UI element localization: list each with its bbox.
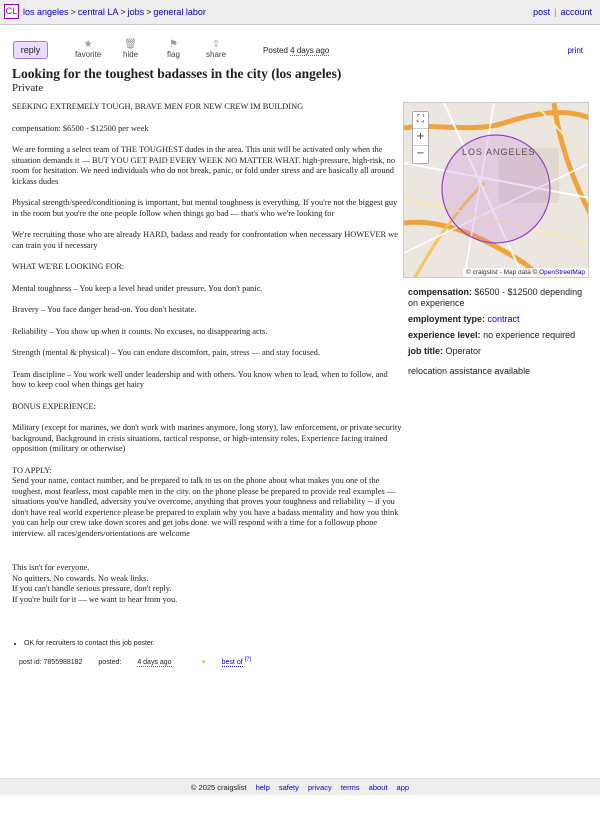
map-tiles [404, 103, 589, 278]
employment-type-value[interactable]: contract [487, 314, 520, 324]
flag-button[interactable] [167, 39, 180, 59]
posted-prefix: Posted [263, 46, 288, 55]
favorite-label: favorite [75, 50, 102, 59]
job-title-label: job title: [408, 346, 443, 356]
best-of-help[interactable]: [?] [244, 657, 252, 663]
employment-type-label: employment type: [408, 314, 486, 324]
account-link[interactable]: account [560, 7, 592, 17]
map-attribution [463, 268, 588, 277]
star-icon: ★ [83, 39, 93, 50]
posting-paragraph: Bravery – You face danger head-on. You don't hesitate. [12, 305, 197, 314]
attribution-text: © craigslist - Map data © [465, 269, 538, 276]
craigslist-logo[interactable]: CL [4, 4, 19, 19]
flag-icon: ⚑ [168, 39, 178, 50]
breadcrumb-los-angeles[interactable]: los angeles [23, 7, 69, 17]
link-divider: | [554, 7, 557, 17]
posting-paragraph: Reliability – You show up when it counts. No excuses, no disappearing acts. [12, 326, 268, 336]
employment-type-attribute [408, 314, 593, 325]
posting-paragraph: Team discipline – You work well under leadership and with others. You know when to lead, when to follow, and how to keep cool when things get hairy [12, 369, 388, 389]
posting-paragraph: We're recruiting those who are already HARD, badass and ready for confrontation when necessary HOWEVER we can train you if necessary [12, 230, 398, 250]
compensation-value: $6500 - $12500 depending on experience [408, 287, 583, 308]
post-info [19, 657, 265, 666]
breadcrumb-central-la[interactable]: central LA [77, 7, 119, 17]
posting-title: Looking for the toughest badasses in the city (los angeles) [12, 66, 342, 81]
account-links [533, 7, 592, 17]
heart-icon: ♥ [201, 659, 206, 667]
fullscreen-button[interactable]: ⛶ [413, 112, 428, 129]
relocation-note: relocation assistance available [408, 366, 531, 376]
compensation-attribute [408, 287, 593, 309]
posting-paragraph: We are forming a select team of THE TOUGHEST dudes in the area. This unit will be activated only when the situation demands it — BUT YOU GET PAID EVERY WEEK NO MATTER WHAT. high-pressure, high-risk, no room for hesitation. We need individuals who do not break, panic, or fold under stress and are basically all around kickass dudes [12, 145, 396, 186]
post-date [98, 659, 185, 666]
breadcrumb-general-labor[interactable]: general labor [153, 7, 206, 17]
posting-paragraph: TO APPLY: Send your name, contact number, and be prepared to talk to us on the phone about what makes you one of the toughest, most fearless, most capable men in the city. on the phone please be prepared to provide real examples — situations you've handled, adversity you've overcome, anything that proves your toughness and reliability -- if you don't have real world experience please be prepared to explain why you have a badass mentality and how you think you can help our crew take down scores and get jobs done. we will respond with a time for a followup phone interview. all races/genders/orientations are welcome [12, 465, 399, 538]
posting-actions [0, 38, 600, 64]
zoom-in-button[interactable]: + [413, 129, 428, 146]
flag-label: flag [167, 50, 180, 59]
share-label: share [206, 50, 227, 59]
top-bar [0, 0, 600, 25]
posting-paragraph: compensation: $6500 - $12500 per week [12, 123, 149, 133]
breadcrumb [23, 7, 206, 17]
footer-about-link[interactable]: about [368, 783, 388, 792]
job-title-value: Operator [445, 346, 482, 356]
openstreetmap-link[interactable]: OpenStreetMap [539, 269, 585, 276]
copyright: © 2025 craigslist [190, 783, 247, 792]
footer-terms-link[interactable]: terms [340, 783, 360, 792]
page-footer [0, 778, 600, 795]
footer-app-link[interactable]: app [396, 783, 410, 792]
job-attributes [408, 287, 593, 382]
posting-paragraph: Mental toughness – You keep a level head under pressure. You don't panic. [12, 283, 263, 293]
posting-paragraph: SEEKING EXTREMELY TOUGH, BRAVE MEN FOR NEW CREW IM BUILDING [12, 102, 304, 111]
experience-level-value: no experience required [483, 330, 576, 340]
hide-button[interactable] [123, 39, 138, 59]
print-link[interactable]: print [567, 46, 583, 55]
posting-paragraph: BONUS EXPERIENCE: [12, 401, 96, 411]
job-title-attribute [408, 346, 593, 357]
posting-notices [24, 640, 155, 647]
footer-help-link[interactable]: help [255, 783, 270, 792]
best-of [202, 659, 252, 666]
posting-paragraph: This isn't for everyone. No quitters. No cowards. No weak links. If you can't handle serious pressure, don't reply. If you're built for it — we want to hear from you. [12, 563, 178, 604]
posting-paragraph: Military (except for marines, we don't work with marines anymore, long story), law enforcement, or private security background, Background in crisis situations, tactical response, or high-intensity roles, Experience facing trained opposition (military or otherwise) [12, 423, 402, 453]
location-map[interactable] [403, 102, 589, 278]
experience-level-label: experience level: [408, 330, 481, 340]
reply-button[interactable]: reply [13, 41, 48, 59]
posting-body [12, 102, 402, 616]
hide-label: hide [123, 50, 139, 59]
zoom-out-button[interactable]: − [416, 148, 425, 159]
breadcrumb-separator: > [120, 7, 126, 17]
post-id: post id: 7855988182 [19, 659, 83, 667]
experience-level-attribute [408, 330, 593, 341]
post-date-label: posted: [98, 659, 122, 667]
breadcrumb-separator: > [70, 7, 76, 17]
breadcrumb-separator: > [146, 7, 152, 17]
recruiter-notice: • OK for recruiters to contact this job poster. [24, 640, 155, 647]
footer-privacy-link[interactable]: privacy [307, 783, 332, 792]
trash-icon: 🗑 [124, 39, 137, 50]
post-link[interactable]: post [533, 7, 551, 17]
posting-paragraph: WHAT WE'RE LOOKING FOR: [12, 262, 125, 271]
posting-paragraph: Strength (mental & physical) – You can endure discomfort, pain, stress — and stay focused. [12, 348, 320, 357]
share-button[interactable] [206, 39, 226, 59]
share-icon: ⇪ [211, 39, 221, 50]
footer-safety-link[interactable]: safety [278, 783, 299, 792]
posting-subtitle: Private [12, 82, 44, 94]
posted-date [263, 46, 329, 55]
breadcrumb-jobs[interactable]: jobs [127, 7, 145, 17]
map-zoom-controls [412, 111, 429, 164]
posted-time: 4 days ago [290, 46, 330, 55]
posting-paragraph: Physical strength/speed/conditioning is important, but mental toughness is everything. If you're not the biggest guy in the room but you're the one people follow when things go bad — that's who we're looking for [12, 198, 398, 218]
compensation-label: compensation: [408, 287, 473, 297]
posting-paragraph [12, 550, 402, 551]
map-city-label: LOS ANGELES [462, 147, 536, 157]
favorite-button[interactable] [75, 39, 101, 59]
post-date-time: 4 days ago [137, 659, 172, 667]
best-of-link[interactable]: best of [221, 659, 243, 667]
